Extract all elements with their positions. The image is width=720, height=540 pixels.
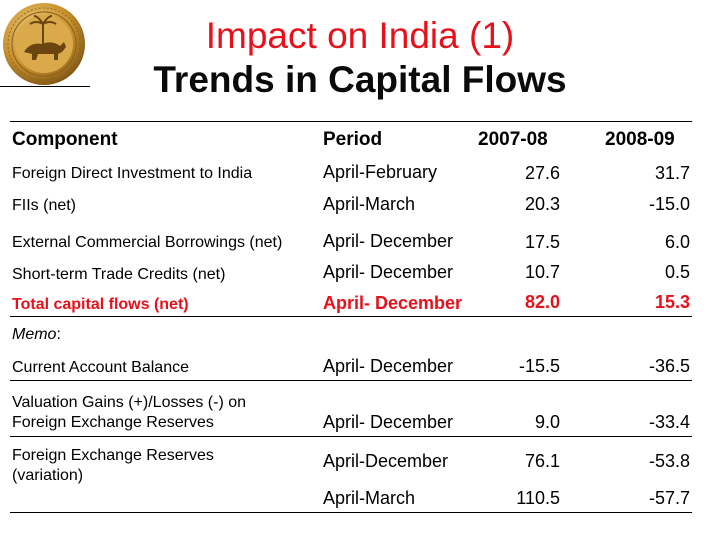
total-row-rule [10, 316, 692, 317]
memo-row-period: April- December [323, 412, 454, 432]
total-row-component: Total capital flows (net) [12, 296, 189, 313]
table-row-component: Foreign Direct Investment to India [12, 165, 253, 182]
memo-row-value-2008-09: -36.5 [648, 356, 690, 376]
table-row-value-2007-08: 17.5 [524, 232, 560, 252]
memo-row-component: Current Account Balance [12, 359, 189, 376]
table-row-period: April-February [323, 162, 438, 182]
table-row-component: Short-term Trade Credits (net) [12, 266, 226, 283]
column-header-component: Component [12, 129, 118, 150]
memo-label [12, 325, 61, 345]
memo-row-value-2008-09: -57.7 [648, 488, 690, 508]
slide-subtitle: Trends in Capital Flows [153, 59, 567, 100]
memo-label-colon: : [56, 326, 61, 343]
table-row-value-2008-09: -15.0 [648, 194, 690, 214]
memo-row-period: April- December [323, 356, 454, 376]
table-row-value-2007-08: 27.6 [524, 163, 560, 183]
memo-row-value-2007-08: 110.5 [516, 488, 560, 508]
memo-row-rule [10, 380, 692, 381]
memo-row-value-2007-08: -15.5 [518, 356, 560, 376]
table-row-component: FIIs (net) [12, 197, 77, 214]
column-header-period: Period [323, 129, 383, 150]
column-header-2008-09: 2008-09 [605, 129, 675, 150]
memo-row-component: Foreign Exchange Reserves (variation) [12, 447, 214, 484]
table-top-rule [10, 121, 692, 122]
table-row-period: April- December [323, 262, 454, 282]
memo-row-value-2007-08: 76.1 [524, 451, 560, 471]
memo-row-rule [10, 436, 692, 437]
table-row-value-2007-08: 20.3 [524, 194, 560, 214]
total-row-value-2007-08: 82.0 [524, 292, 560, 312]
table-row-value-2008-09: 0.5 [664, 262, 690, 282]
column-header-2007-08: 2007-08 [478, 129, 548, 150]
memo-row-period: April-March [323, 488, 416, 508]
table-row-value-2008-09: 31.7 [654, 163, 690, 183]
table-row-value-2007-08: 10.7 [524, 262, 560, 282]
memo-row-component: Valuation Gains (+)/Losses (-) on Foreign Exchange Reserves [12, 394, 247, 431]
table-row-value-2008-09: 6.0 [664, 232, 690, 252]
memo-row-period: April-December [323, 451, 449, 471]
table-row-period: April- December [323, 231, 454, 251]
slide-title: Impact on India (1) [205, 15, 515, 56]
memo-row-value-2007-08: 9.0 [534, 412, 560, 432]
memo-label-text: Memo [12, 326, 57, 343]
table-row-period: April-March [323, 194, 416, 214]
total-row-period: April- December [323, 293, 463, 313]
total-row-value-2008-09: 15.3 [654, 292, 690, 312]
memo-row-value-2008-09: -33.4 [648, 412, 690, 432]
table-bottom-rule [10, 512, 692, 513]
memo-row-value-2008-09: -53.8 [648, 451, 690, 471]
table-row-component: External Commercial Borrowings (net) [12, 234, 283, 251]
